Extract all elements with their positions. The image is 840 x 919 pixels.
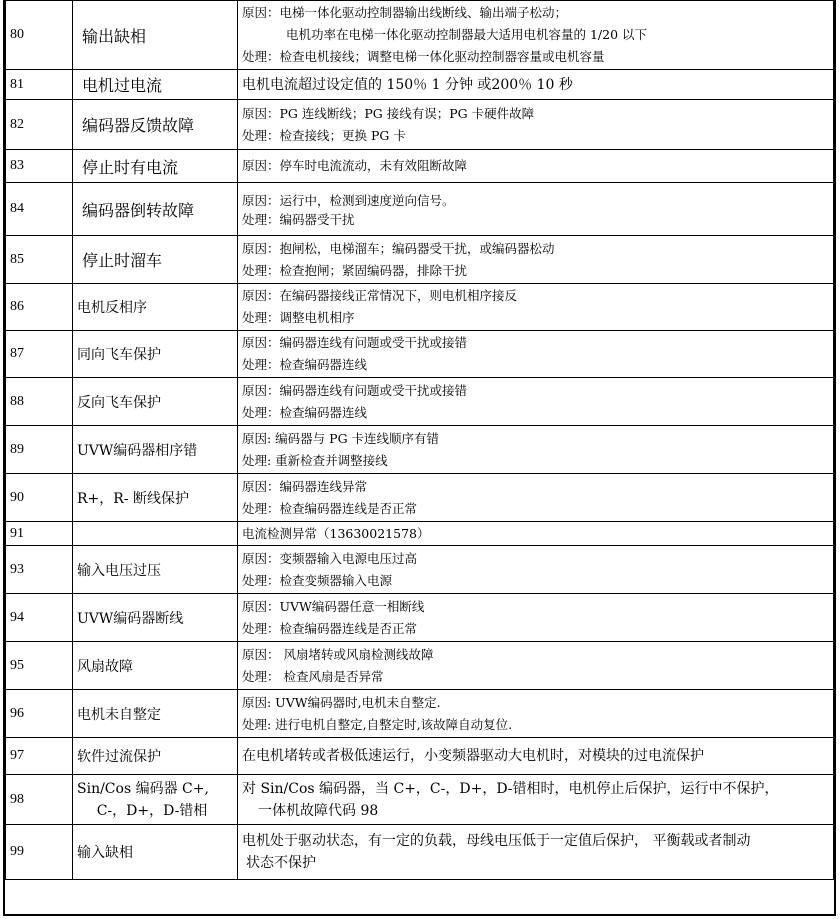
fault-name: [73, 775, 238, 825]
fault-description: [238, 378, 834, 426]
fault-code: 85: [6, 236, 73, 284]
fault-description: [238, 594, 834, 642]
fault-name: [73, 522, 238, 546]
fault-description: [238, 775, 834, 825]
table-row: [6, 426, 834, 474]
fault-name: 停止时有电流: [73, 150, 238, 183]
table-row: [6, 378, 834, 426]
description-line: 原因：运行中，检测到速度逆向信号。: [242, 193, 455, 208]
fault-code: 89: [6, 426, 73, 474]
fault-code: 96: [6, 690, 73, 738]
fault-name: 输入缺相: [73, 825, 238, 880]
description-line: 原因: 编码器与 PG 卡连线顺序有错: [242, 430, 440, 446]
table-row: [6, 690, 834, 738]
description-line: 处理：检查接线；更换 PG 卡: [242, 127, 406, 143]
description-line: 处理: 进行电机自整定,自整定时,该故障自动复位.: [242, 716, 513, 732]
description-line: 原因：PG 连线断线；PG 接线有误；PG 卡硬件故障: [242, 105, 535, 121]
description-line: 处理: 重新检查并调整接线: [242, 452, 388, 468]
description-line: 原因：停车时电流流动，未有效阻断故障: [242, 158, 468, 173]
fault-description: [238, 474, 834, 522]
fault-code: 98: [6, 775, 73, 825]
table-row: [6, 594, 834, 642]
fault-name: 软件过流保护: [73, 738, 238, 775]
fault-code: 86: [6, 284, 73, 331]
description-line: 一体机故障代码 98: [258, 802, 379, 819]
description-line: 电机处于驱动状态，有一定的负载，母线电压低于一定值后保护， 平衡载或者制动: [242, 833, 751, 849]
fault-code: 94: [6, 594, 73, 642]
table-row: [6, 70, 834, 100]
fault-code: 91: [6, 522, 73, 546]
table-row: [6, 1, 834, 70]
fault-name: 编码器反馈故障: [73, 100, 238, 150]
description-line: 状态不保护: [246, 855, 316, 871]
fault-description: [238, 738, 834, 775]
description-line: 电机功率在电梯一体化驱动控制器最大适用电机容量的 1/20 以下: [286, 27, 648, 42]
fault-name: UVW编码器相序错: [73, 426, 238, 474]
fault-description: [238, 70, 834, 100]
fault-name: 同向飞车保护: [73, 331, 238, 378]
description-line: 原因：编码器连线异常: [242, 478, 368, 494]
fault-name: 输出缺相: [73, 1, 238, 70]
fault-code: 81: [6, 70, 73, 100]
fault-name: R+，R- 断线保护: [73, 474, 238, 522]
fault-code: 93: [6, 546, 73, 594]
fault-name: 编码器倒转故障: [73, 183, 238, 236]
description-line: 处理：检查编码器连线是否正常: [242, 620, 418, 636]
description-line: 原因：编码器连线有问题或受干扰或接错: [242, 382, 468, 398]
description-line: 原因：UVW编码器任意一相断线: [242, 598, 425, 614]
description-line: 原因： 风扇堵转或风扇检测线故障: [242, 646, 434, 662]
fault-code: 99: [6, 825, 73, 880]
description-line: 处理：检查编码器连线是否正常: [242, 500, 418, 516]
fault-name: 反向飞车保护: [73, 378, 238, 426]
fault-code: 87: [6, 331, 73, 378]
fault-name: UVW编码器断线: [73, 594, 238, 642]
description-line: 电机电流超过设定值的 150％ 1 分钟 或200％ 10 秒: [242, 76, 573, 93]
description-line: 处理：检查抱闸；紧固编码器，排除干扰: [242, 262, 468, 278]
fault-description: [238, 642, 834, 690]
description-line: 在电机堵转或者极低速运行，小变频器驱动大电机时，对模块的过电流保护: [242, 748, 704, 764]
fault-name: 电机反相序: [73, 284, 238, 331]
description-line: 原因：编码器连线有问题或受干扰或接错: [242, 335, 468, 350]
fault-name-line: Sin/Cos 编码器 C+,: [77, 780, 209, 797]
fault-name: 电机未自整定: [73, 690, 238, 738]
fault-description: [238, 522, 834, 546]
fault-name: 停止时溜车: [73, 236, 238, 284]
table-row: [6, 100, 834, 150]
table-row: [6, 183, 834, 236]
fault-code: 90: [6, 474, 73, 522]
table-row: [6, 236, 834, 284]
table-row: [6, 150, 834, 183]
fault-name-line: C-，D+，D-错相: [96, 802, 208, 819]
table-row: [6, 331, 834, 378]
description-line: 原因：变频器输入电源电压过高: [242, 550, 418, 566]
table-row: [6, 546, 834, 594]
description-line: 处理：检查电机接线；调整电梯一体化驱动控制器容量或电机容量: [242, 49, 605, 64]
description-line: 原因：在编码器接线正常情况下，则电机相序接反: [242, 288, 518, 303]
fault-code: 82: [6, 100, 73, 150]
fault-description: [238, 236, 834, 284]
fault-code: 83: [6, 150, 73, 183]
fault-code: 97: [6, 738, 73, 775]
fault-code: 80: [6, 1, 73, 70]
fault-description: [238, 690, 834, 738]
description-line: 处理：编码器受干扰: [242, 212, 355, 227]
table-row: [6, 284, 834, 331]
description-line: 处理：调整电机相序: [242, 310, 355, 325]
description-line: 原因: UVW编码器时,电机未自整定.: [242, 694, 441, 710]
fault-code: 95: [6, 642, 73, 690]
fault-description: [238, 331, 834, 378]
fault-name: 风扇故障: [73, 642, 238, 690]
fault-description: [238, 546, 834, 594]
description-line: 处理： 检查风扇是否异常: [242, 668, 384, 684]
fault-code: 88: [6, 378, 73, 426]
description-line: 处理：检查编码器连线: [242, 404, 368, 420]
table-row: [6, 474, 834, 522]
fault-code: 84: [6, 183, 73, 236]
fault-name: 电机过电流: [73, 70, 238, 100]
table-row: [6, 775, 834, 825]
fault-description: [238, 183, 834, 236]
fault-description: [238, 284, 834, 331]
description-line: 电流检测异常（13630021578）: [242, 525, 430, 541]
fault-description: [238, 426, 834, 474]
table-row: [6, 642, 834, 690]
description-line: 处理：检查编码器连线: [242, 357, 368, 372]
fault-description: [238, 825, 834, 880]
description-line: 原因：电梯一体化驱动控制器输出线断线、输出端子松动；: [242, 5, 568, 20]
table-row: [6, 738, 834, 775]
table-row: [6, 522, 834, 546]
fault-description: [238, 1, 834, 70]
description-line: 原因：抱闸松，电梯溜车；编码器受干扰，或编码器松动: [242, 240, 555, 256]
fault-description: [238, 100, 834, 150]
fault-code-table-frame: [3, 0, 836, 916]
fault-description: [238, 150, 834, 183]
table-row: [6, 825, 834, 880]
fault-name: 输入电压过压: [73, 546, 238, 594]
description-line: 处理：检查变频器输入电源: [242, 572, 393, 588]
description-line: 对 Sin/Cos 编码器，当 C+，C-，D+，D-错相时，电机停止后保护，运行中不保护，: [242, 780, 779, 797]
fault-code-table: [5, 0, 834, 880]
